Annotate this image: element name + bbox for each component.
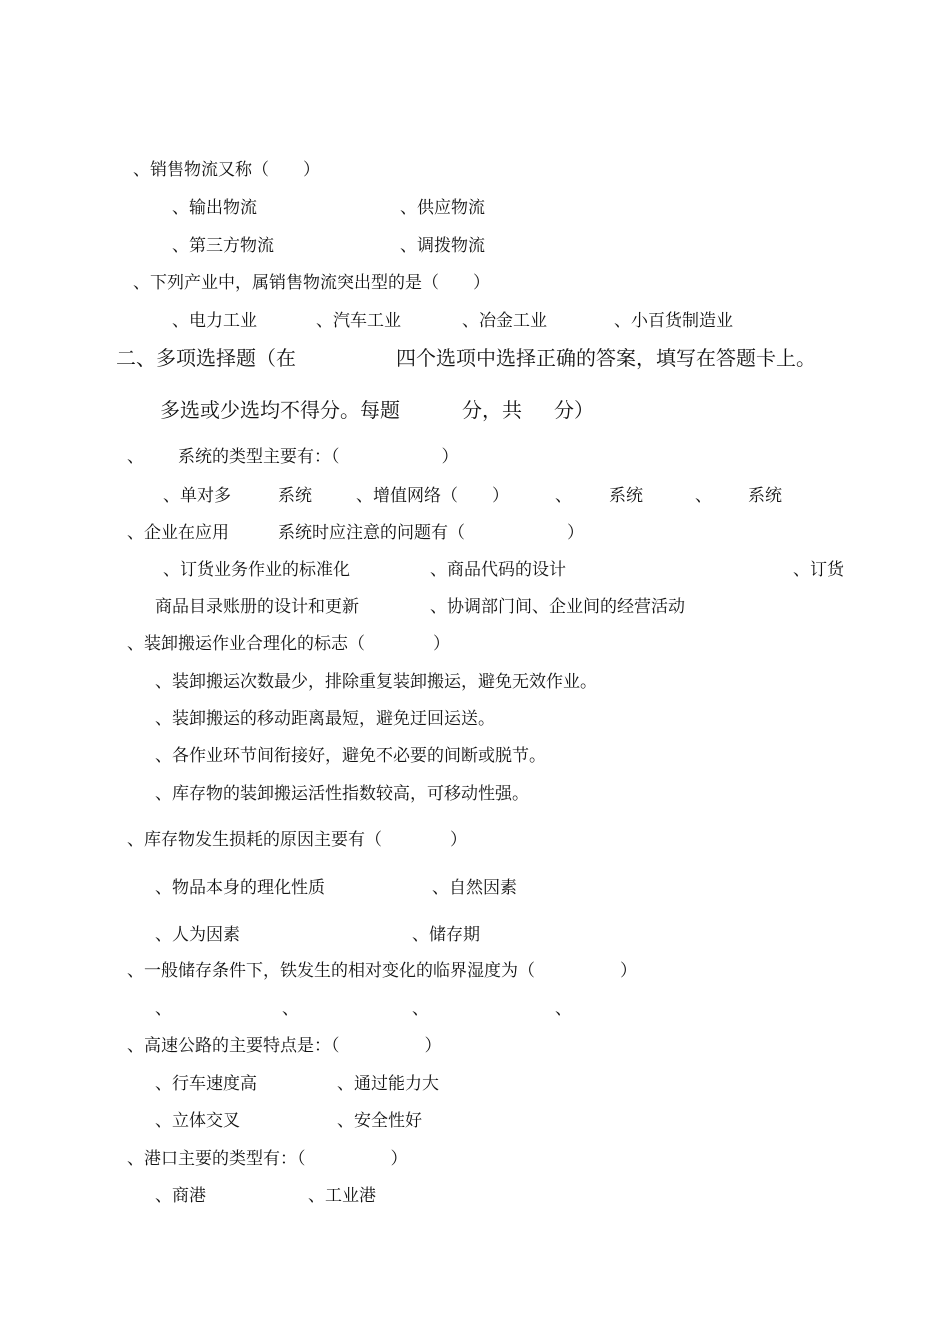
question-stem: 、下列产业中，属销售物流突出型的是（ ）	[133, 273, 490, 293]
option-d-suffix: 系统	[748, 486, 782, 506]
question-stem: 、高速公路的主要特点是：（ ）	[127, 1036, 442, 1056]
option-b: 、汽车工业	[316, 311, 401, 331]
option-b: 、自然因素	[432, 878, 517, 898]
option-b: 、	[282, 999, 299, 1019]
option-d: 、小百货制造业	[614, 311, 733, 331]
option-c: 、人为因素	[155, 925, 240, 945]
option-a: 、单对多	[163, 486, 231, 506]
option-d: 、调拨物流	[400, 236, 485, 256]
section-subtitle: 多选或少选均不得分。每题	[160, 398, 400, 422]
option-c: 、第三方物流	[172, 236, 274, 256]
question-stem: 系统的类型主要有：（ ）	[178, 447, 459, 467]
option-b: 、供应物流	[400, 198, 485, 218]
option-a-suffix: 系统	[278, 486, 312, 506]
option-c-continued: 商品目录账册的设计和更新	[155, 597, 359, 617]
option-b: 、商品代码的设计	[430, 560, 566, 580]
option-a: 、商港	[155, 1186, 206, 1206]
question-stem: 、库存物发生损耗的原因主要有（ ）	[127, 830, 467, 850]
section-title-continued: 四个选项中选择正确的答案，填写在答题卡上。	[396, 346, 816, 370]
option-c: 、冶金工业	[462, 311, 547, 331]
option-a: 、	[155, 999, 172, 1019]
question-stem: 、港口主要的类型有：（ ）	[127, 1149, 408, 1169]
option-b: 、增值网络（ ）	[356, 486, 509, 506]
section-subtitle-part: 分）	[554, 398, 594, 422]
option-a: 、订货业务作业的标准化	[163, 560, 350, 580]
option-a: 、物品本身的理化性质	[155, 878, 325, 898]
option-b: 、工业港	[308, 1186, 376, 1206]
question-stem: 、装卸搬运作业合理化的标志（ ）	[127, 634, 450, 654]
option-c: 、订货	[793, 560, 844, 580]
question-stem-continued: 系统时应注意的问题有（ ）	[278, 523, 584, 543]
option-d: 、	[555, 999, 572, 1019]
question-stem: 、一般储存条件下，铁发生的相对变化的临界湿度为（ ）	[127, 961, 637, 981]
option-a: 、行车速度高	[155, 1074, 257, 1094]
option-b: 、装卸搬运的移动距离最短，避免迂回运送。	[155, 709, 495, 729]
option-c-suffix: 系统	[609, 486, 643, 506]
option-d: 、储存期	[412, 925, 480, 945]
option-d: 、协调部门间、企业间的经营活动	[430, 597, 685, 617]
option-a: 、电力工业	[172, 311, 257, 331]
question-number: 、	[127, 447, 144, 467]
option-a: 、输出物流	[172, 198, 257, 218]
question-stem: 、销售物流又称（ ）	[133, 160, 320, 180]
option-c: 、	[555, 486, 572, 506]
option-b: 、通过能力大	[337, 1074, 439, 1094]
option-c: 、各作业环节间衔接好，避免不必要的间断或脱节。	[155, 746, 546, 766]
section-subtitle-part: 分，共	[462, 398, 522, 422]
question-stem: 、企业在应用	[127, 523, 229, 543]
option-c: 、立体交叉	[155, 1111, 240, 1131]
option-d: 、	[695, 486, 712, 506]
section-title: 二、多项选择题（在	[116, 346, 296, 370]
option-a: 、装卸搬运次数最少，排除重复装卸搬运，避免无效作业。	[155, 672, 597, 692]
option-d: 、安全性好	[337, 1111, 422, 1131]
option-d: 、库存物的装卸搬运活性指数较高，可移动性强。	[155, 784, 529, 804]
option-c: 、	[412, 999, 429, 1019]
